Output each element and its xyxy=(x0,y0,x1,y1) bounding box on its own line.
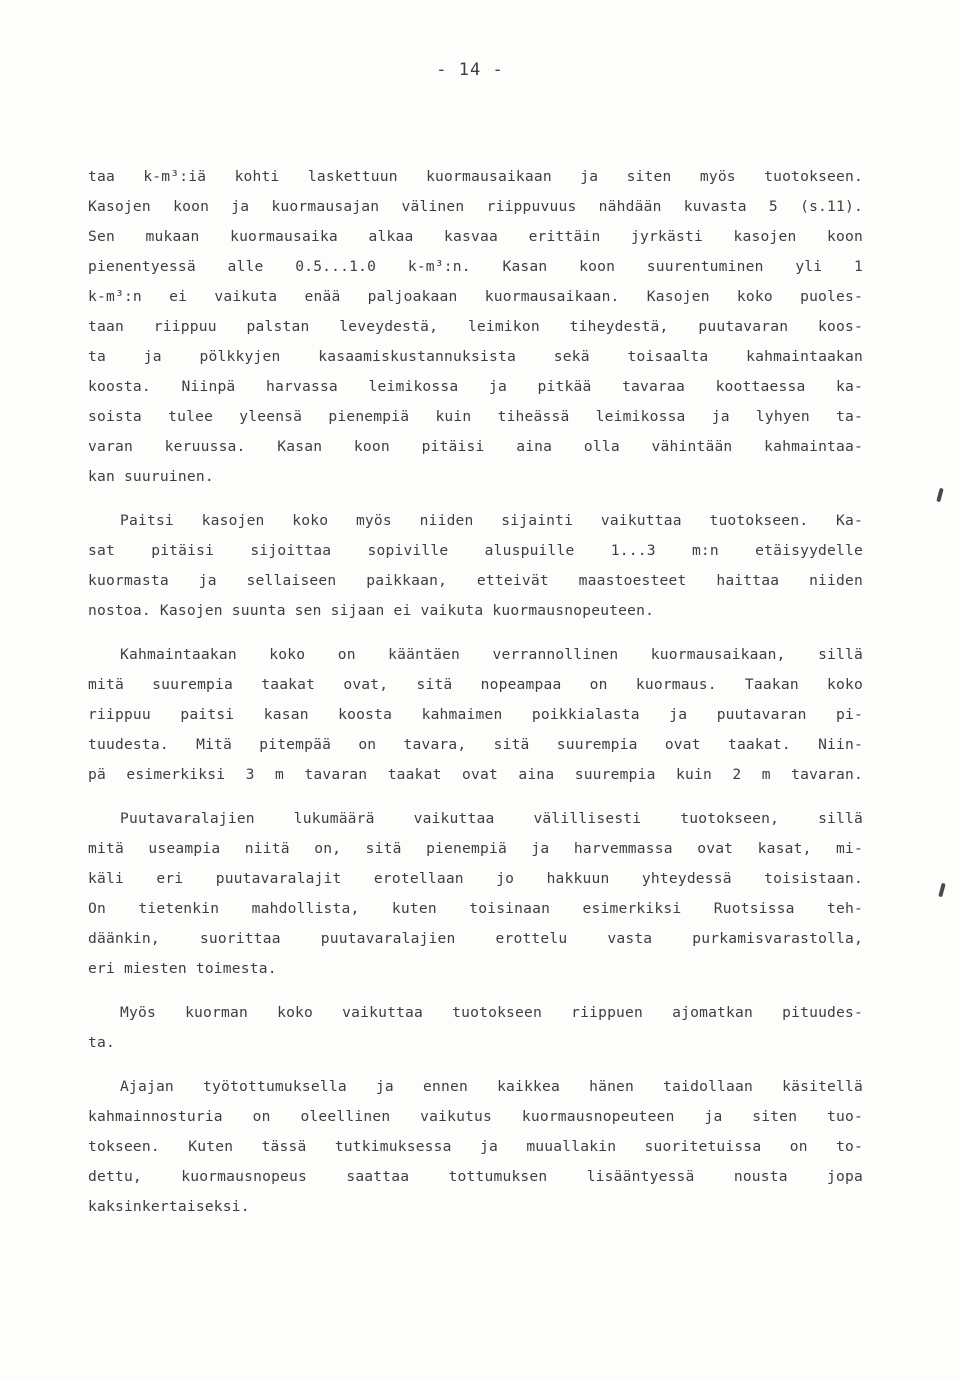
text-line: Sen mukaan kuormausaika alkaa kasvaa erittäin jyrkästi kasojen koon xyxy=(88,228,863,245)
text-line: tokseen. Kuten tässä tutkimuksessa ja muuallakin suoritetuissa on to- xyxy=(88,1138,863,1155)
text-line: tuudesta. Mitä pitempää on tavara, sitä suurempia ovat taakat. Niin- xyxy=(88,736,863,753)
text-line: Kahmaintaakan koko on kääntäen verrannollinen kuormausaikaan, sillä xyxy=(120,646,863,663)
page-number: - 14 - xyxy=(436,60,504,80)
text-line: kaksinkertaiseksi. xyxy=(88,1198,250,1215)
text-line: taan riippuu palstan leveydestä, leimikon tiheydestä, puutavaran koos- xyxy=(88,318,863,335)
text-line: nostoa. Kasojen suunta sen sijaan ei vaikuta kuormausnopeuteen. xyxy=(88,602,655,619)
text-line: riippuu paitsi kasan koosta kahmaimen poikkialasta ja puutavaran pi- xyxy=(88,706,863,723)
text-line: Ajajan työtottumuksella ja ennen kaikkea hänen taidollaan käsitellä xyxy=(120,1078,863,1095)
text-line: On tietenkin mahdollista, kuten toisinaan esimerkiksi Ruotsissa teh- xyxy=(88,900,863,917)
text-line: ta ja pölkkyjen kasaamiskustannuksista sekä toisaalta kahmaintaakan xyxy=(88,348,863,365)
text-line: mitä suurempia taakat ovat, sitä nopeampaa on kuormaus. Taakan koko xyxy=(88,676,863,693)
text-line: kan suuruinen. xyxy=(88,468,214,485)
margin-mark xyxy=(936,488,943,503)
text-line: taa k-m³:iä kohti laskettuun kuormausaikaan ja siten myös tuotokseen. xyxy=(88,168,863,185)
text-line: käli eri puutavaralajit erotellaan jo hakkuun yhteydessä toisistaan. xyxy=(88,870,863,887)
text-line: Kasojen koon ja kuormausajan välinen riippuvuus nähdään kuvasta 5 (s.11). xyxy=(88,198,863,215)
paragraph-5 xyxy=(88,998,863,1058)
paragraph-3 xyxy=(88,640,863,790)
paragraph-1 xyxy=(88,162,863,492)
text-line: Puutavaralajien lukumäärä vaikuttaa välillisesti tuotokseen, sillä xyxy=(120,810,863,827)
text-line: varan keruussa. Kasan koon pitäisi aina olla vähintään kahmaintaa- xyxy=(88,438,863,455)
paragraph-6 xyxy=(88,1072,863,1222)
text-line: soista tulee yleensä pienempiä kuin tiheässä leimikossa ja lyhyen ta- xyxy=(88,408,863,425)
text-line: eri miesten toimesta. xyxy=(88,960,277,977)
text-line: sat pitäisi sijoittaa sopiville aluspuille 1...3 m:n etäisyydelle xyxy=(88,542,863,559)
text-body xyxy=(88,162,863,1222)
text-line: kuormasta ja sellaiseen paikkaan, etteivät maastoesteet haittaa niiden xyxy=(88,572,863,589)
paragraph-2 xyxy=(88,506,863,626)
text-line: pienentyessä alle 0.5...1.0 k-m³:n. Kasan koon suurentuminen yli 1 xyxy=(88,258,863,275)
text-line: kahmainnosturia on oleellinen vaikutus kuormausnopeuteen ja siten tuo- xyxy=(88,1108,863,1125)
text-line: Myös kuorman koko vaikuttaa tuotokseen riippuen ajomatkan pituudes- xyxy=(120,1004,863,1021)
text-line: Paitsi kasojen koko myös niiden sijainti vaikuttaa tuotokseen. Ka- xyxy=(120,512,863,529)
text-line: ta. xyxy=(88,1034,115,1051)
text-line: däänkin, suorittaa puutavaralajien erottelu vasta purkamisvarastolla, xyxy=(88,930,863,947)
text-line: dettu, kuormausnopeus saattaa tottumuksen lisääntyessä nousta jopa xyxy=(88,1168,863,1185)
text-line: koosta. Niinpä harvassa leimikossa ja pitkää tavaraa koottaessa ka- xyxy=(88,378,863,395)
text-line: pä esimerkiksi 3 m tavaran taakat ovat aina suurempia kuin 2 m tavaran. xyxy=(88,766,863,783)
text-line: mitä useampia niitä on, sitä pienempiä ja harvemmassa ovat kasat, mi- xyxy=(88,840,863,857)
text-line: k-m³:n ei vaikuta enää paljoakaan kuormausaikaan. Kasojen koko puoles- xyxy=(88,288,863,305)
margin-mark xyxy=(938,883,945,898)
paragraph-4 xyxy=(88,804,863,984)
